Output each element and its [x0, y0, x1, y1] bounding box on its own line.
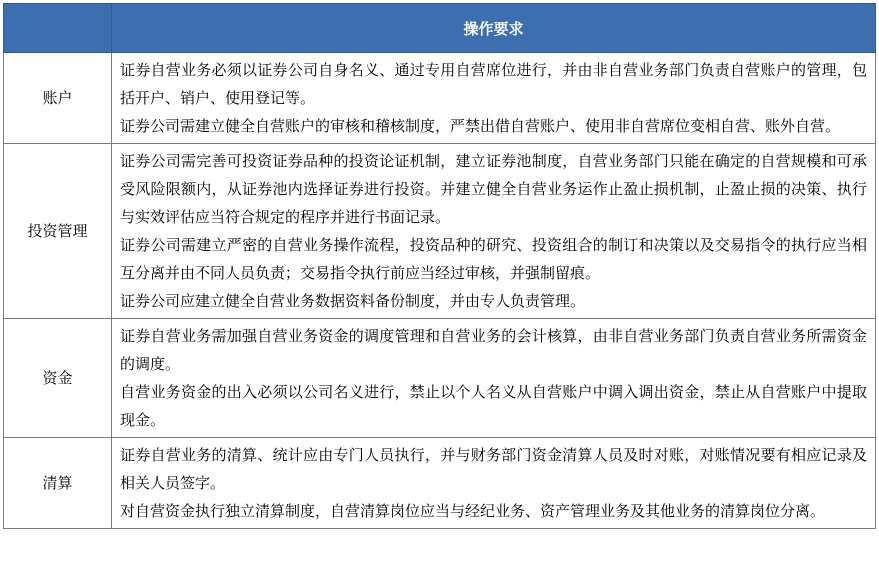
requirements-table-container — [3, 3, 875, 529]
table-row-funds — [4, 319, 876, 438]
requirements-cell — [112, 438, 876, 529]
category-cell: 账户 — [4, 53, 112, 144]
requirements-cell — [112, 319, 876, 438]
requirement-paragraph: 自营业务资金的出入必须以公司名义进行，禁止以个人名义从自营账户中调入调出资金，禁止从自营账户中提取现金。 — [120, 383, 867, 429]
requirement-paragraph: 证券自营业务必须以证券公司自身名义、通过专用自营席位进行，并由非自营业务部门负责自营账户的管理，包括开户、销户、使用登记等。 — [120, 61, 867, 107]
requirement-paragraph: 证券公司需建立严密的自营业务操作流程，投资品种的研究、投资组合的制订和决策以及交易指令的执行应当相互分离并由不同人员负责；交易指令执行前应当经过审核，并强制留痕。 — [120, 236, 867, 282]
table-row-investment-management — [4, 144, 876, 319]
table-row-clearing — [4, 438, 876, 529]
category-cell: 投资管理 — [4, 144, 112, 319]
requirements-cell — [112, 144, 876, 319]
category-cell: 资金 — [4, 319, 112, 438]
table-row-account — [4, 53, 876, 144]
header-category-cell — [4, 4, 112, 53]
requirement-paragraph: 证券公司需完善可投资证券品种的投资论证机制，建立证券池制度，自营业务部门只能在确定的自营规模和可承受风险限额内，从证券池内选择证券进行投资。并建立健全自营业务运作止盈止损机制，止盈止损的决策、执行与实效评估应当符合规定的程序并进行书面记录。 — [120, 152, 867, 226]
requirement-paragraph: 证券公司需建立健全自营账户的审核和稽核制度，严禁出借自营账户、使用非自营席位变相自营、账外自营。 — [120, 117, 841, 135]
category-cell: 清算 — [4, 438, 112, 529]
requirements-cell — [112, 53, 876, 144]
requirement-paragraph: 证券公司应建立健全自营业务数据资料备份制度，并由专人负责管理。 — [120, 292, 586, 310]
header-requirements-cell: 操作要求 — [112, 4, 876, 53]
requirement-paragraph: 证券自营业务需加强自营业务资金的调度管理和自营业务的会计核算，由非自营业务部门负责自营业务所需资金的调度。 — [120, 327, 867, 373]
requirement-paragraph: 证券自营业务的清算、统计应由专门人员执行，并与财务部门资金清算人员及时对账，对账情况要有相应记录及相关人员签字。 — [120, 446, 867, 492]
requirement-paragraph: 对自营资金执行独立清算制度，自营清算岗位应当与经纪业务、资产管理业务及其他业务的清算岗位分离。 — [120, 502, 826, 520]
requirements-table — [3, 3, 876, 529]
table-header-row — [4, 4, 876, 53]
